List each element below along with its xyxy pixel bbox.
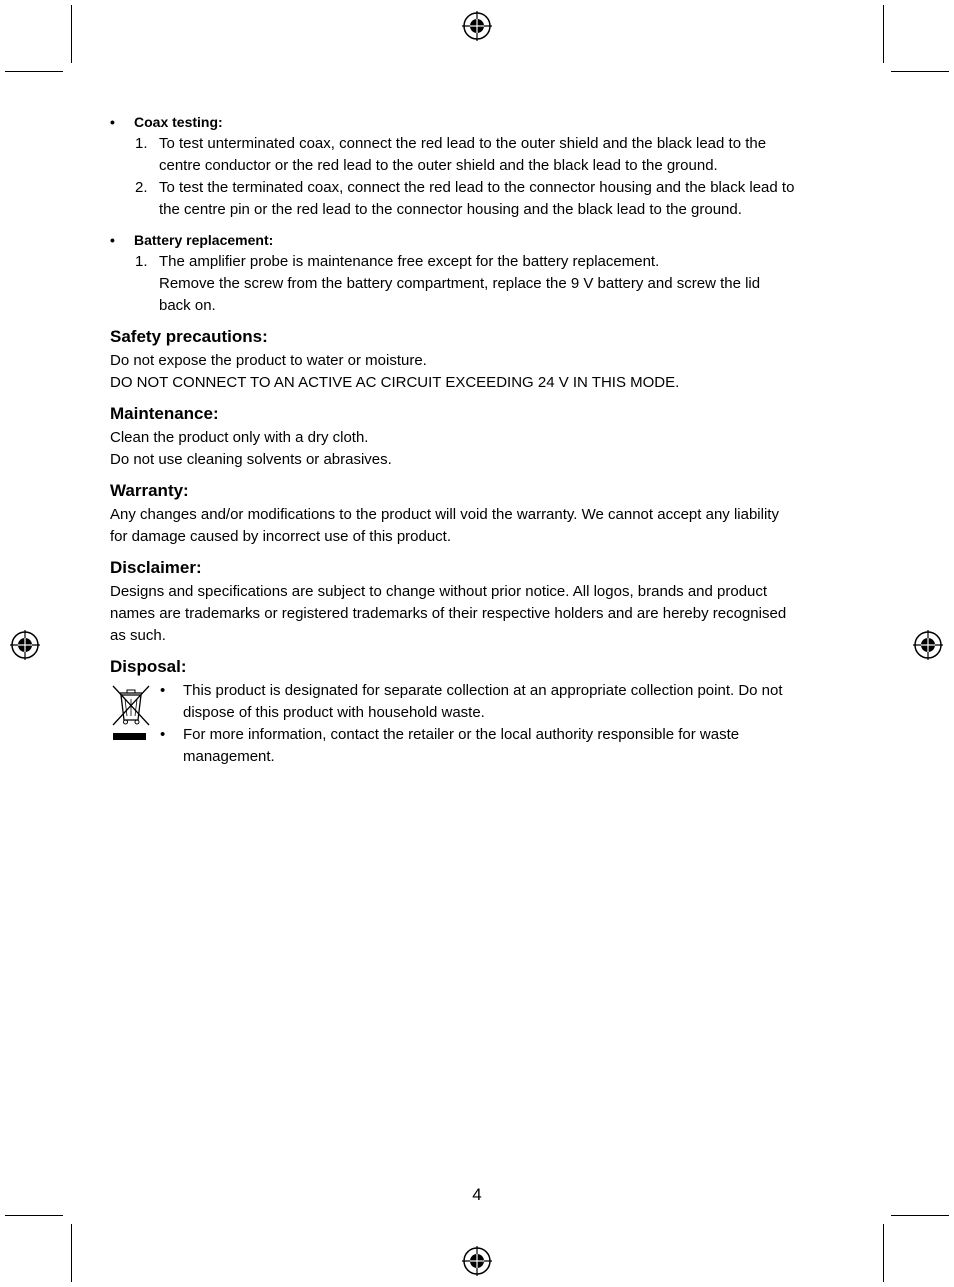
body-line: DO NOT CONNECT TO AN ACTIVE AC CIRCUIT EXCEEDING 24 V IN THIS MODE.: [110, 374, 680, 391]
disposal-list: [110, 680, 850, 768]
disposal-title: Disposal:: [110, 657, 187, 676]
body-line: Clean the product only with a dry cloth.: [110, 429, 369, 446]
page-number: 4: [472, 1185, 482, 1204]
item-text: management.: [183, 748, 275, 765]
item-text: For more information, contact the retailer or the local authority responsible for waste: [183, 726, 740, 743]
step-number: 2.: [135, 179, 148, 196]
item-text: dispose of this product with household waste.: [183, 704, 485, 721]
body-line: as such.: [110, 627, 166, 644]
body-line: Designs and specifications are subject to change without prior notice. All logos, brands and product: [110, 583, 768, 600]
step-number: 1.: [135, 135, 148, 152]
disclaimer-body: [110, 581, 850, 647]
bullet: •: [160, 726, 166, 743]
step-text: Remove the screw from the battery compartment, replace the 9 V battery and screw the lid: [159, 275, 761, 292]
registration-mark-icon: [913, 630, 943, 660]
coax-steps-list: [110, 133, 850, 221]
registration-mark-icon: [462, 11, 492, 41]
crop-mark: [5, 71, 63, 72]
body-line: Any changes and/or modifications to the product will void the warranty. We cannot accept any liability: [110, 506, 779, 523]
disclaimer-title: Disclaimer:: [110, 558, 202, 577]
page-content: [110, 111, 850, 768]
battery-replacement-heading: [110, 229, 850, 251]
step-text: back on.: [159, 297, 216, 314]
step-text: The amplifier probe is maintenance free except for the battery replacement.: [159, 253, 660, 270]
bullet: •: [110, 114, 115, 130]
crop-mark: [883, 1224, 884, 1282]
safety-precautions-body: [110, 350, 850, 394]
list-item: [160, 680, 850, 724]
body-line: Do not use cleaning solvents or abrasives.: [110, 451, 392, 468]
crop-mark: [5, 1215, 63, 1216]
safety-precautions-title: Safety precautions:: [110, 327, 268, 346]
step-text: centre conductor or the red lead to the outer shield and the black lead to the ground.: [159, 157, 718, 174]
crop-mark: [891, 71, 949, 72]
spacer: [110, 221, 850, 229]
crop-mark: [71, 5, 72, 63]
step-text: To test unterminated coax, connect the red lead to the outer shield and the black lead to the: [159, 135, 767, 152]
coax-heading-text: Coax testing:: [134, 114, 223, 130]
body-line: for damage caused by incorrect use of this product.: [110, 528, 452, 545]
maintenance-title: Maintenance:: [110, 404, 219, 423]
warranty-body: [110, 504, 850, 548]
body-line: names are trademarks or registered trademarks of their respective holders and are hereby recognised: [110, 605, 787, 622]
battery-steps-list: [110, 251, 850, 317]
registration-mark-icon: [462, 1246, 492, 1276]
step-text: the centre pin or the red lead to the connector housing and the black lead to the ground.: [159, 201, 742, 218]
crop-mark: [71, 1224, 72, 1282]
list-item: [160, 724, 850, 768]
body-line: Do not expose the product to water or moisture.: [110, 352, 427, 369]
item-text: This product is designated for separate collection at an appropriate collection point. Do not: [183, 682, 783, 699]
list-item: [110, 133, 850, 177]
step-text: To test the terminated coax, connect the red lead to the connector housing and the black lead to: [159, 179, 795, 196]
list-item: [110, 251, 850, 317]
crossed-out-wheelie-bin-icon: [110, 682, 152, 744]
coax-testing-heading: [110, 111, 850, 133]
warranty-title: Warranty:: [110, 481, 189, 500]
maintenance-body: [110, 427, 850, 471]
registration-mark-icon: [10, 630, 40, 660]
crop-mark: [891, 1215, 949, 1216]
step-number: 1.: [135, 253, 148, 270]
list-item: [110, 177, 850, 221]
bullet: •: [110, 232, 115, 248]
disposal-section: [110, 680, 850, 768]
battery-heading-text: Battery replacement:: [134, 232, 274, 248]
crop-mark: [883, 5, 884, 63]
bullet: •: [160, 682, 166, 699]
